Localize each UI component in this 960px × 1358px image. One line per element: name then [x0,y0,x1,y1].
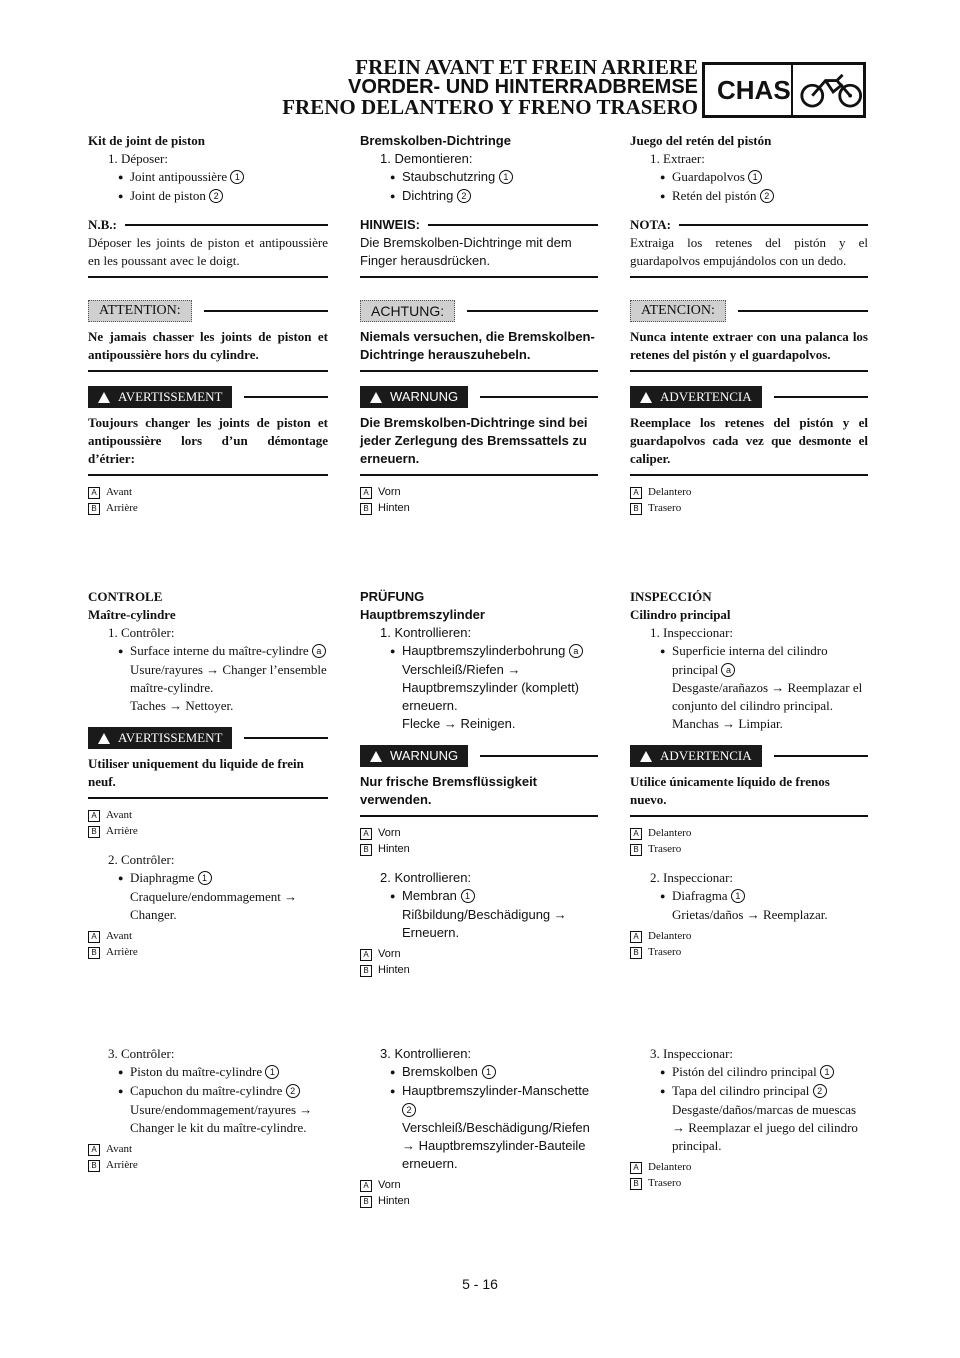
item-text: Guardapolvos [672,169,745,184]
legend-text: Avant [106,809,133,821]
legend-text: Trasero [648,1177,682,1189]
attention-text: Ne jamais chasser les joints de piston et antipoussière hors du cylindre. [88,329,328,362]
title-fr: FREIN AVANT ET FREIN ARRIERE [355,55,698,79]
warning-label: ADVERTENCIA [660,389,752,404]
warning-label: WARNUNG [390,389,459,404]
warning-header [630,386,868,408]
detail-text: Usure/endommagement/rayures → Changer le kit du maître-cylindre. [130,1102,313,1135]
bullet-item [88,1082,328,1101]
warning-badge [630,745,762,767]
detail-text: Verschleiß/Beschädigung/Riefen → Hauptbremszylinder-Bauteile erneuern. [402,1120,590,1171]
item-text: Surface interne du maître-cylindre [130,643,309,658]
warning-badge [360,386,468,408]
note-header [630,216,868,234]
legend-key: A [360,487,372,499]
legend-text: Arrière [106,946,138,958]
rule [630,370,868,372]
item-text: Hauptbremszylinderbohrung [402,643,566,658]
detail-text: Flecke → Reinigen. [402,716,516,731]
legend-text: Arrière [106,825,138,837]
legend-key: A [630,487,642,499]
item-text: Dichtring [402,188,454,203]
section-title: Bremskolben-Dichtringe [360,133,511,148]
step: 3. Kontrollieren: [380,1046,472,1061]
legend-key: A [630,1162,642,1174]
ref-letter: a [569,644,583,658]
section-subtitle: Cilindro principal [630,607,731,622]
column-es-middle [630,588,868,960]
ref-number: 2 [760,189,774,203]
title-es: FRENO DELANTERO Y FRENO TRASERO [282,95,698,119]
rule [679,224,868,226]
warning-header [88,386,328,408]
legend-key: B [88,947,100,959]
note-header [360,216,598,234]
legend [630,484,868,516]
warning-icon [370,751,382,762]
legend-text: Avant [106,930,133,942]
warning-text: Utiliser uniquement du liquide de frein neuf. [88,756,304,789]
step: 1. Demontieren: [380,151,473,166]
rule [480,396,598,398]
warning-header [88,727,328,749]
rule [630,815,868,817]
bullet-item [88,1063,328,1082]
item-text: Tapa del cilindro principal [672,1083,810,1098]
warning-icon [370,392,382,403]
legend-text: Delantero [648,1161,692,1173]
legend [360,484,598,516]
legend [88,1141,328,1173]
attention-badge: ACHTUNG: [360,300,455,322]
rule [88,797,328,799]
ref-number: 2 [813,1084,827,1098]
legend [88,484,328,516]
legend-key: B [360,965,372,977]
legend-text: Trasero [648,946,682,958]
bullet-item [630,168,868,187]
detail-text: Verschleiß/Riefen → Hauptbremszylinder (komplett) erneuern. [402,662,580,713]
legend-key: A [360,949,372,961]
warning-label: AVERTISSEMENT [118,389,223,404]
warning-label: AVERTISSEMENT [118,730,223,745]
legend-text: Vorn [378,948,401,960]
ref-number: 2 [286,1084,300,1098]
ref-number: 1 [482,1065,496,1079]
step: 2. Contrôler: [108,852,175,867]
detail-text: Grietas/daños → Reemplazar. [672,907,828,922]
rule [244,737,328,739]
ref-number: 2 [402,1103,416,1117]
bullet-item [360,1082,598,1119]
step: 1. Kontrollieren: [380,625,472,640]
motorcycle-icon [799,70,863,110]
item-text: Pistón del cilindro principal [672,1064,817,1079]
bullet-item [88,168,328,187]
ref-number: 2 [457,189,471,203]
ref-number: 1 [230,170,244,184]
warning-badge [630,386,762,408]
column-de-bottom [360,1045,598,1209]
bullet-item [630,1063,868,1082]
legend-key: B [88,1160,100,1172]
item-text: Capuchon du maître-cylindre [130,1083,283,1098]
attention-header [360,300,598,322]
section-title: Juego del retén del pistón [630,133,772,148]
item-text: Joint antipoussière [130,169,228,184]
item-text: Bremskolben [402,1064,478,1079]
legend-key: B [360,503,372,515]
note-text: Extraiga los retenes del pistón y el guardapolvos empujándolos con un dedo. [630,235,868,268]
ref-number: 1 [198,871,212,885]
section-title: PRÜFUNG [360,589,425,604]
note-label: NOTA: [630,217,671,232]
bullet-item [630,1082,868,1101]
detail-text: Usure/rayures → Changer l’ensemble maître-cylindre. [130,662,327,695]
legend-text: Trasero [648,502,682,514]
bullet-item [630,887,868,906]
rule [88,276,328,278]
warning-label: ADVERTENCIA [660,748,752,763]
section-title: INSPECCIÓN [630,589,712,604]
rule [360,474,598,476]
legend-text: Hinten [378,502,410,514]
note-label: HINWEIS: [360,217,420,232]
detail-text: Manchas → Limpiar. [672,716,783,731]
legend-key: B [630,947,642,959]
bullet-item [630,187,868,206]
chas-label: CHAS [717,74,791,105]
warning-text: Die Bremskolben-Dichtringe sind bei jeder Zerlegung des Bremssattels zu erneuern. [360,415,588,466]
legend-key: B [88,503,100,515]
rule [630,474,868,476]
warning-icon [98,733,110,744]
legend-key: B [360,1196,372,1208]
rule [244,396,328,398]
legend-key: B [88,826,100,838]
note-header [88,216,328,234]
section-title: Kit de joint de piston [88,133,206,148]
legend-key: A [360,1180,372,1192]
warning-text: Utilice únicamente líquido de frenos nuevo. [630,774,830,807]
note-label: N.B.: [88,217,117,232]
ref-number: 1 [499,170,513,184]
item-text: Membran [402,888,457,903]
legend-text: Trasero [648,843,682,855]
legend-key: B [360,844,372,856]
warning-header [360,386,598,408]
ref-number: 1 [748,170,762,184]
bullet-item [88,869,328,888]
legend [630,825,868,857]
ref-number: 1 [731,889,745,903]
legend-text: Hinten [378,1195,410,1207]
legend-key: A [360,828,372,840]
legend [88,807,328,839]
legend-text: Vorn [378,486,401,498]
item-text: Staubschutzring [402,169,496,184]
bullet-item [88,187,328,206]
warning-badge [360,745,468,767]
chas-divider [791,65,793,115]
legend [360,1177,598,1209]
item-text: Piston du maître-cylindre [130,1064,263,1079]
warning-header [360,745,598,767]
legend-text: Arrière [106,1159,138,1171]
legend [360,825,598,857]
note-text: Déposer les joints de piston et antipoussière en les poussant avec le doigt. [88,235,328,268]
ref-number: 1 [820,1065,834,1079]
detail-text: Craquelure/endommagement → Changer. [130,889,298,922]
note-text: Die Bremskolben-Dichtringe mit dem Finger herausdrücken. [360,235,572,268]
column-de-top [360,132,598,516]
bullet-item [360,1063,598,1082]
bullet-item [360,168,598,187]
rule [774,755,868,757]
title-de: VORDER- UND HINTERRADBREMSE [347,76,698,98]
legend-text: Delantero [648,486,692,498]
legend [630,1159,868,1191]
column-es-top [630,132,868,516]
rule [738,310,868,312]
legend-text: Delantero [648,827,692,839]
legend-text: Avant [106,1143,133,1155]
page-number: 5 - 16 [462,1276,498,1292]
rule [360,815,598,817]
legend [88,928,328,960]
legend-key: A [630,931,642,943]
rule [360,276,598,278]
warning-badge [88,386,232,408]
legend-text: Vorn [378,1179,401,1191]
rule [480,755,598,757]
column-es-bottom [630,1045,868,1191]
legend-text: Arrière [106,502,138,514]
chas-section-badge [702,62,866,118]
detail-text: Desgaste/daños/marcas de muescas → Reemplazar el juego del cilindro principal. [672,1102,858,1153]
ref-number: 1 [265,1065,279,1079]
legend [630,928,868,960]
step: 3. Inspeccionar: [650,1046,734,1061]
column-fr-bottom [88,1045,328,1173]
bullet-item [360,642,598,661]
legend-text: Hinten [378,843,410,855]
legend-text: Vorn [378,827,401,839]
item-text: Diafragma [672,888,728,903]
rule [467,310,598,312]
attention-badge: ATTENTION: [88,300,192,322]
item-text: Hauptbremszylinder-Manschette [402,1083,590,1098]
legend-key: B [630,503,642,515]
detail-text: Taches → Nettoyer. [130,698,234,713]
warning-badge [88,727,232,749]
column-fr-top [88,132,328,516]
attention-text: Niemals versuchen, die Bremskolben-Dichtringe herauszuhebeln. [360,329,595,362]
attention-text: Nunca intente extraer con una palanca los retenes del pistón y el guardapolvos. [630,329,868,362]
warning-icon [98,392,110,403]
item-text: Retén del pistón [672,188,757,203]
ref-number: 2 [209,189,223,203]
bullet-item [88,642,328,661]
section-title: CONTROLE [88,589,163,604]
warning-text: Nur frische Bremsflüssigkeit verwenden. [360,774,538,807]
column-fr-middle [88,588,328,960]
step: 2. Kontrollieren: [380,870,472,885]
section-subtitle: Hauptbremszylinder [360,607,485,622]
rule [88,370,328,372]
rule [204,310,328,312]
rule [125,224,328,226]
legend-key: A [630,828,642,840]
legend [360,946,598,978]
legend-text: Delantero [648,930,692,942]
section-subtitle: Maître-cylindre [88,607,176,622]
warning-text: Reemplace los retenes del pistón y el guardapolvos cada vez que desmonte el caliper. [630,415,868,466]
legend-key: B [630,844,642,856]
attention-badge: ATENCION: [630,300,726,322]
legend-key: A [88,810,100,822]
ref-number: 1 [461,889,475,903]
warning-header [630,745,868,767]
step: 1. Contrôler: [108,625,175,640]
step: 3. Contrôler: [108,1046,175,1061]
rule [360,370,598,372]
rule [630,276,868,278]
bullet-item [360,187,598,206]
legend-text: Hinten [378,964,410,976]
legend-key: A [88,487,100,499]
legend-text: Avant [106,486,133,498]
detail-text: Desgaste/arañazos → Reemplazar el conjunto del cilindro principal. [672,680,863,713]
item-text: Diaphragme [130,870,195,885]
warning-text: Toujours changer les joints de piston et antipoussière lors d’un démontage d’étrier: [88,415,328,466]
rule [774,396,868,398]
attention-header [88,300,328,322]
step: 1. Extraer: [650,151,705,166]
item-text: Joint de piston [130,188,206,203]
warning-label: WARNUNG [390,748,459,763]
step: 1. Inspeccionar: [650,625,734,640]
bullet-item [360,887,598,906]
attention-header [630,300,868,322]
bullet-item [630,642,868,679]
step: 1. Déposer: [108,151,168,166]
rule [428,224,598,226]
step: 2. Inspeccionar: [650,870,734,885]
warning-icon [640,751,652,762]
legend-key: B [630,1178,642,1190]
column-de-middle [360,588,598,978]
ref-letter: a [721,663,735,677]
legend-key: A [88,1144,100,1156]
detail-text: Rißbildung/Beschädigung → Erneuern. [402,907,567,940]
rule [88,474,328,476]
ref-letter: a [312,644,326,658]
warning-icon [640,392,652,403]
legend-key: A [88,931,100,943]
item-text: Superficie interna del cilindro principal [672,643,828,677]
